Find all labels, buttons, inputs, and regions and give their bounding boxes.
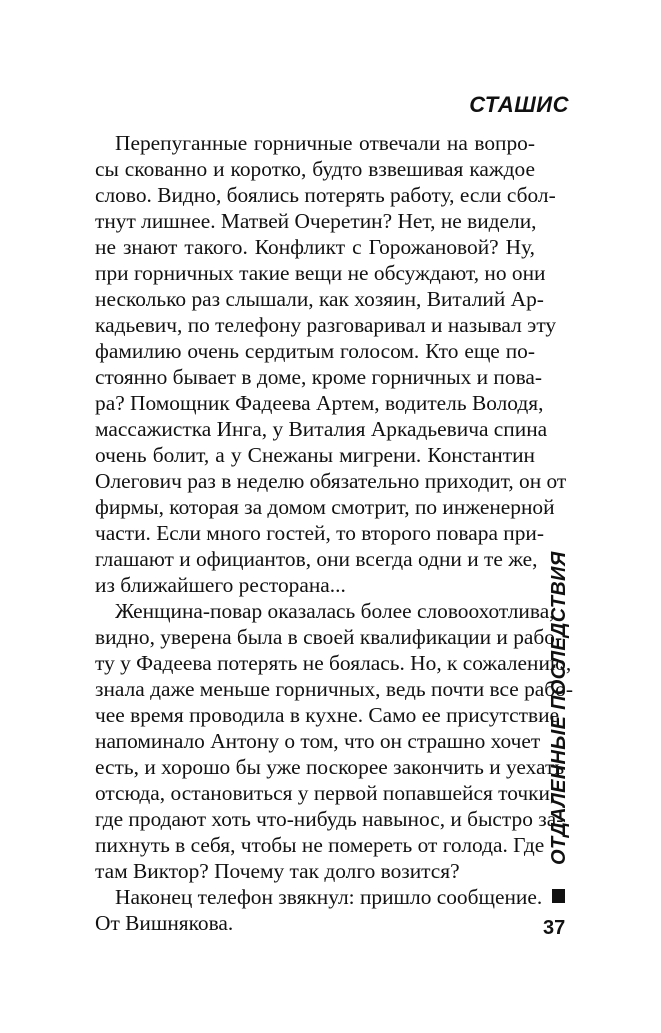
text-line: чее время проводила в кухне. Само ее присутствие (95, 703, 560, 727)
text-line: фирмы, которая за домом смотрит, по инженерной (95, 495, 555, 519)
text-line: кадьевич, по телефону разговаривал и называл эту (95, 313, 557, 337)
text-line: где продают хоть что-нибудь навынос, и быстро за- (95, 807, 564, 831)
text-line: несколько раз слышали, как хозяин, Виталий Ар- (95, 287, 544, 311)
text-line: из ближайшего ресторана... (95, 573, 346, 597)
text-line: фамилию очень сердитым голосом. Кто еще по- (95, 339, 535, 363)
page-number: 37 (543, 917, 566, 939)
text-line: видно, уверена была в своей квалификации и рабо- (95, 625, 563, 649)
text-line: тнут лишнее. Матвей Очеретин? Нет, не видели, (95, 209, 537, 233)
text-line: напоминало Антону о том, что он страшно хочет (95, 729, 541, 753)
running-header-author: СТАШИС (469, 92, 569, 117)
text-line: слово. Видно, боялись потерять работу, если сбол- (95, 183, 556, 207)
text-line: глашают и официантов, они всегда одни и те же, (95, 547, 538, 571)
side-book-title: ОТДАЛЕННЫЕ ПОСЛЕДСТВИЯ (548, 551, 570, 865)
text-line: ту у Фадеева потерять не боялась. Но, к сожалению, (95, 651, 572, 675)
text-line: не знают такого. Конфликт с Горожановой? Ну, (95, 235, 535, 259)
text-line: стоянно бывает в доме, кроме горничных и пова- (95, 365, 542, 389)
text-line: знала даже меньше горничных, ведь почти все рабо- (95, 677, 573, 701)
text-line: ра? Помощник Фадеева Артем, водитель Володя, (95, 391, 544, 415)
text-line: части. Если много гостей, то второго повара при- (95, 521, 544, 545)
text-line: пихнуть в себя, чтобы не помереть от голода. Где (95, 833, 545, 857)
text-line: есть, и хорошо бы уже поскорее закончить и уехать (95, 755, 565, 779)
text-line: там Виктор? Почему так долго возится? (95, 859, 460, 883)
text-line: Перепуганные горничные отвечали на вопро- (115, 131, 535, 155)
square-marker-icon (552, 889, 565, 903)
text-line: сы скованно и коротко, будто взвешивая каждое (95, 157, 535, 181)
text-line: отсюда, остановиться у первой попавшейся точки, (95, 781, 556, 805)
text-line: при горничных такие вещи не обсуждают, но они (95, 261, 546, 285)
text-line: От Вишнякова. (95, 911, 234, 935)
text-line: очень болит, а у Снежаны мигрени. Константин (95, 443, 535, 467)
text-line: Наконец телефон звякнул: пришло сообщение. (115, 885, 543, 909)
text-line: Олегович раз в неделю обязательно приходит, он от (95, 469, 567, 493)
text-line: массажистка Инга, у Виталия Аркадьевича спина (95, 417, 548, 441)
text-line: Женщина-повар оказалась более словоохотлива, (115, 599, 555, 623)
